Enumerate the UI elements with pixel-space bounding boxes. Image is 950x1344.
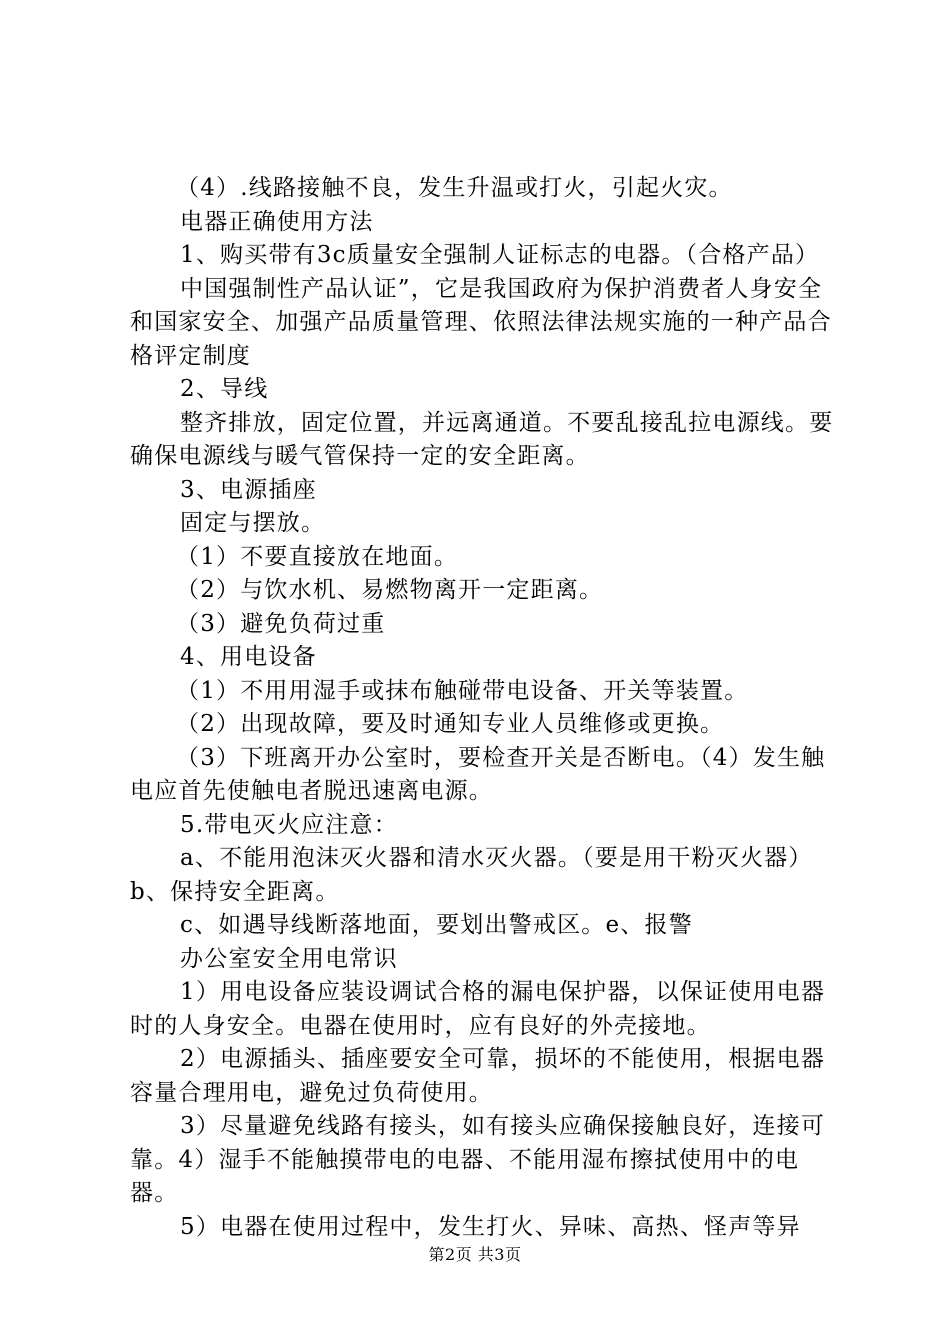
paragraph: 1、购买带有3c质量安全强制人证标志的电器。（合格产品） xyxy=(180,242,820,268)
page-number-footer: 第2页 共3页 xyxy=(428,1245,522,1264)
list-item: （1）不用用湿手或抹布触碰带电设备、开关等装置。 xyxy=(176,677,749,704)
section-heading: 办公室安全用电常识 xyxy=(180,945,398,972)
paragraph: 中国强制性产品认证”，它是我国政府为保护消费者人身安全和国家安全、加强产品质量管理、依照法律法规实施的一种产品合格评定制度 xyxy=(130,275,832,369)
paragraph: 1）用电设备应装设调试合格的漏电保护器，以保证使用电器时的人身安全。电器在使用时，应有良好的外壳接地。 xyxy=(130,979,826,1039)
paragraph: 5）电器在使用过程中，发生打火、异味、高热、怪声等异 xyxy=(180,1213,801,1240)
list-item: （3）下班离开办公室时，要检查开关是否断电。（4）发生触电应首先使触电者脱迅速离电源。 xyxy=(130,744,826,804)
paragraph: c、如遇导线断落地面，要划出警戒区。e、报警 xyxy=(180,912,693,938)
paragraph: （4）.线路接触不良，发生升温或打火，引起火灾。 xyxy=(176,175,733,201)
list-item: （2）与饮水机、易燃物离开一定距离。 xyxy=(176,577,604,603)
section-heading: 3、电源插座 xyxy=(180,476,317,503)
list-item: （2）出现故障，要及时通知专业人员维修或更换。 xyxy=(176,711,725,737)
section-heading: 5.带电灭火应注意： xyxy=(180,811,398,838)
document-body xyxy=(130,172,835,1244)
section-heading: 4、用电设备 xyxy=(180,644,317,670)
paragraph: 2）电源插头、插座要安全可靠，损坏的不能使用，根据电器容量合理用电，避免过负荷使用。 xyxy=(130,1046,826,1106)
section-heading: 电器正确使用方法 xyxy=(180,208,374,235)
paragraph: 固定与摆放。 xyxy=(180,510,326,536)
paragraph: 3）尽量避免线路有接头，如有接头应确保接触良好，连接可靠。4）湿手不能触摸带电的电器、不能用湿布擦拭使用中的电器。 xyxy=(130,1113,826,1206)
section-heading: 2、导线 xyxy=(180,376,269,402)
paragraph: 整齐排放，固定位置，并远离通道。不要乱接乱拉电源线。要确保电源线与暖气管保持一定的安全距离。 xyxy=(130,409,834,469)
paragraph: a、不能用泡沫灭火器和清水灭火器。（要是用干粉灭火器）b、保持安全距离。 xyxy=(130,845,813,905)
list-item: （1）不要直接放在地面。 xyxy=(176,543,459,570)
list-item: （3）避免负荷过重 xyxy=(176,610,386,637)
